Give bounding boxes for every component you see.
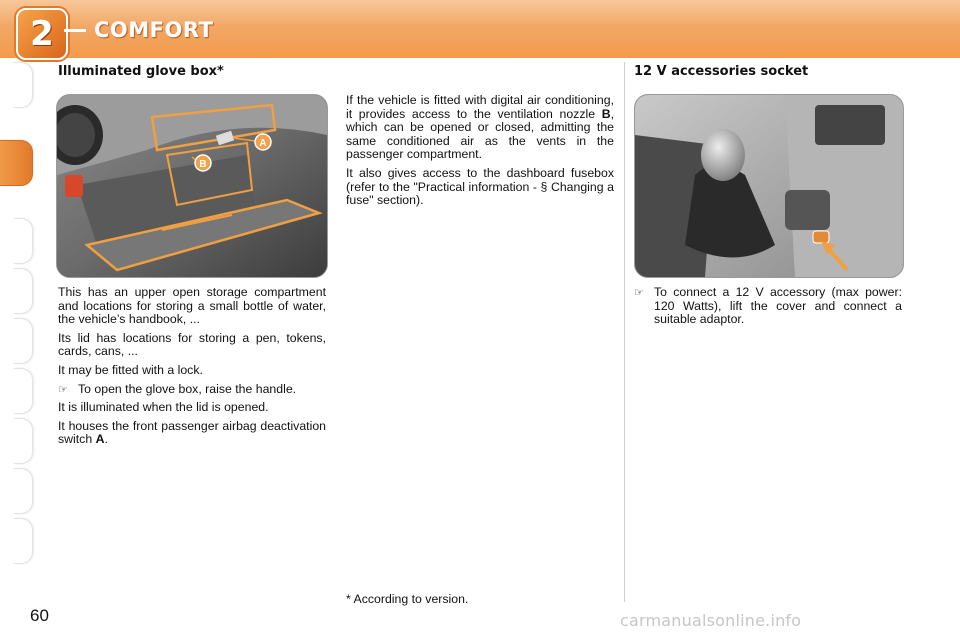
socket-heading: 12 V accessories socket [634, 64, 809, 79]
chapter-tab-4[interactable] [14, 268, 33, 314]
chapter-tab-6[interactable] [14, 368, 33, 414]
section-title: COMFORT [94, 18, 214, 42]
glove-box-bullet [58, 383, 326, 397]
socket-bullet-text: To connect a 12 V accessory (max power: 120 Watts), lift the cover and connect a suitable adaptor. [654, 285, 902, 327]
glove-box-paragraph: This has an upper open storage compartment and locations for storing a small bottle of water, the vehicle’s handbook, ... [58, 285, 326, 327]
callout-b-label: B [199, 159, 207, 170]
socket-photo [634, 94, 904, 278]
chapter-tab-rail [0, 62, 34, 582]
watermark: carmanualsonline.info [620, 611, 802, 630]
chapter-tab-7[interactable] [14, 418, 33, 464]
chapter-number: 2 [30, 14, 54, 54]
chapter-tab-3[interactable] [14, 218, 33, 264]
pointing-hand-icon: ☞ [58, 382, 68, 396]
fusebox-paragraph: It also gives access to the dashboard fusebox (refer to the "Practical information - § Changing a fuse" section). [346, 165, 614, 208]
air-con-text-end: , which can be opened or closed, admitting the same conditioned air as the vents in the passenger compartment. [346, 106, 614, 162]
socket-text [634, 286, 902, 332]
column-divider [624, 62, 625, 602]
socket-bullet [634, 286, 902, 327]
glove-box-bullet-text: To open the glove box, raise the handle. [78, 381, 297, 396]
nozzle-ref: B [601, 106, 611, 121]
glove-box-paragraph: It is illuminated when the lid is opened. [58, 400, 269, 415]
glove-box-photo [56, 94, 328, 278]
air-con-text-start: If the vehicle is fitted with digital air conditioning, it provides access to the ventilation nozzle [346, 93, 614, 121]
glove-box-heading: Illuminated glove box* [58, 64, 224, 79]
socket-illustration [635, 95, 903, 277]
page-number: 60 [30, 606, 49, 625]
header-connector [64, 29, 86, 32]
airbag-switch-ref: A [95, 432, 105, 447]
glove-box-text [58, 286, 326, 452]
chapter-tab-9[interactable] [14, 518, 33, 564]
pointing-hand-icon: ☞ [634, 286, 644, 299]
airbag-paragraph [58, 420, 326, 447]
glove-box-illustration [57, 95, 327, 277]
chapter-tab-8[interactable] [14, 468, 33, 514]
chapter-badge [16, 8, 68, 60]
chapter-tab-1[interactable] [14, 62, 33, 108]
airbag-text-end: . [104, 432, 108, 447]
footnote: * According to version. [346, 592, 469, 606]
glove-box-paragraph: Its lid has locations for storing a pen, tokens, cards, cans, ... [58, 330, 326, 359]
air-con-text [346, 94, 614, 213]
chapter-tab-5[interactable] [14, 318, 33, 364]
air-con-paragraph [346, 94, 614, 162]
glove-box-paragraph: It may be fitted with a lock. [58, 362, 203, 377]
chapter-tab-2-active[interactable] [0, 140, 33, 186]
callout-a-label: A [259, 138, 267, 149]
airbag-text: It houses the front passenger airbag deactivation switch [58, 418, 326, 447]
